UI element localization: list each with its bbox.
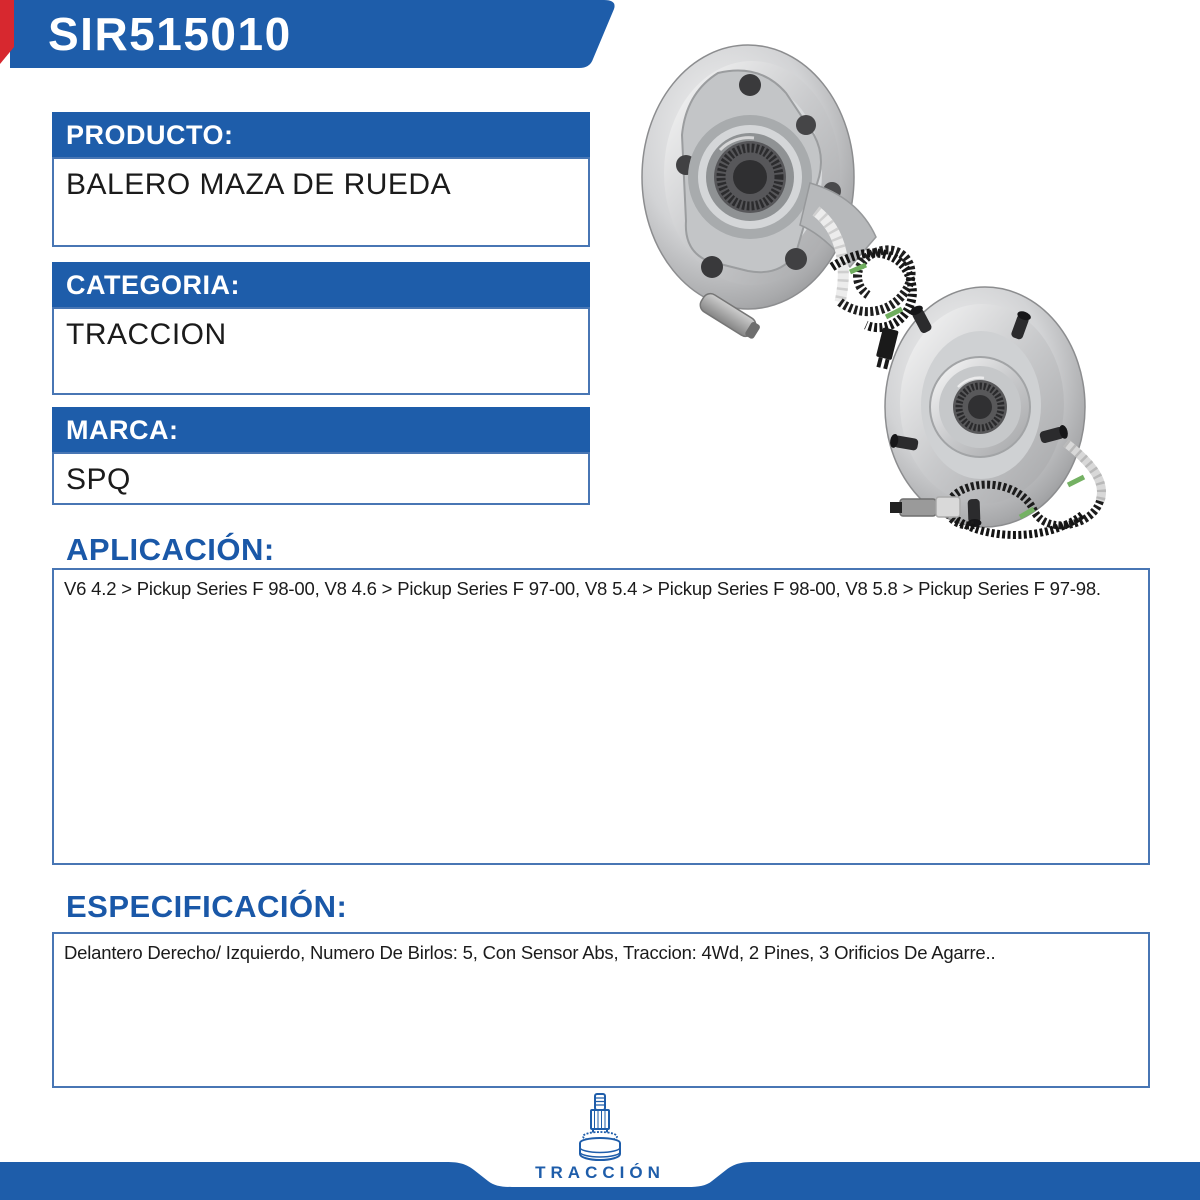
- field-producto: [52, 112, 590, 247]
- producto-value: BALERO MAZA DE RUEDA: [52, 157, 590, 247]
- part-number-title: SIR515010: [48, 8, 292, 60]
- especificacion-box: Delantero Derecho/ Izquierdo, Numero De Birlos: 5, Con Sensor Abs, Traccion: 4Wd, 2 Pines, 3 Orificios De Agarre..: [52, 932, 1150, 1088]
- marca-label: MARCA:: [52, 407, 590, 452]
- product-photo: [600, 15, 1155, 540]
- marca-value: SPQ: [52, 452, 590, 505]
- categoria-label: CATEGORIA:: [52, 262, 590, 307]
- producto-label: PRODUCTO:: [52, 112, 590, 157]
- aplicacion-title: APLICACIÓN:: [66, 532, 275, 567]
- field-categoria: [52, 262, 590, 395]
- field-marca: [52, 407, 590, 505]
- especificacion-title: ESPECIFICACIÓN:: [66, 889, 348, 924]
- cv-joint-icon: [572, 1092, 628, 1162]
- wheel-hub-rear: [885, 287, 1085, 527]
- aplicacion-box: V6 4.2 > Pickup Series F 98-00, V8 4.6 > Pickup Series F 97-00, V8 5.4 > Pickup Series F 98-00, V8 5.8 > Pickup Series F 97-98.: [52, 568, 1150, 865]
- categoria-value: TRACCION: [52, 307, 590, 395]
- footer-category-label: TRACCIÓN: [535, 1163, 665, 1182]
